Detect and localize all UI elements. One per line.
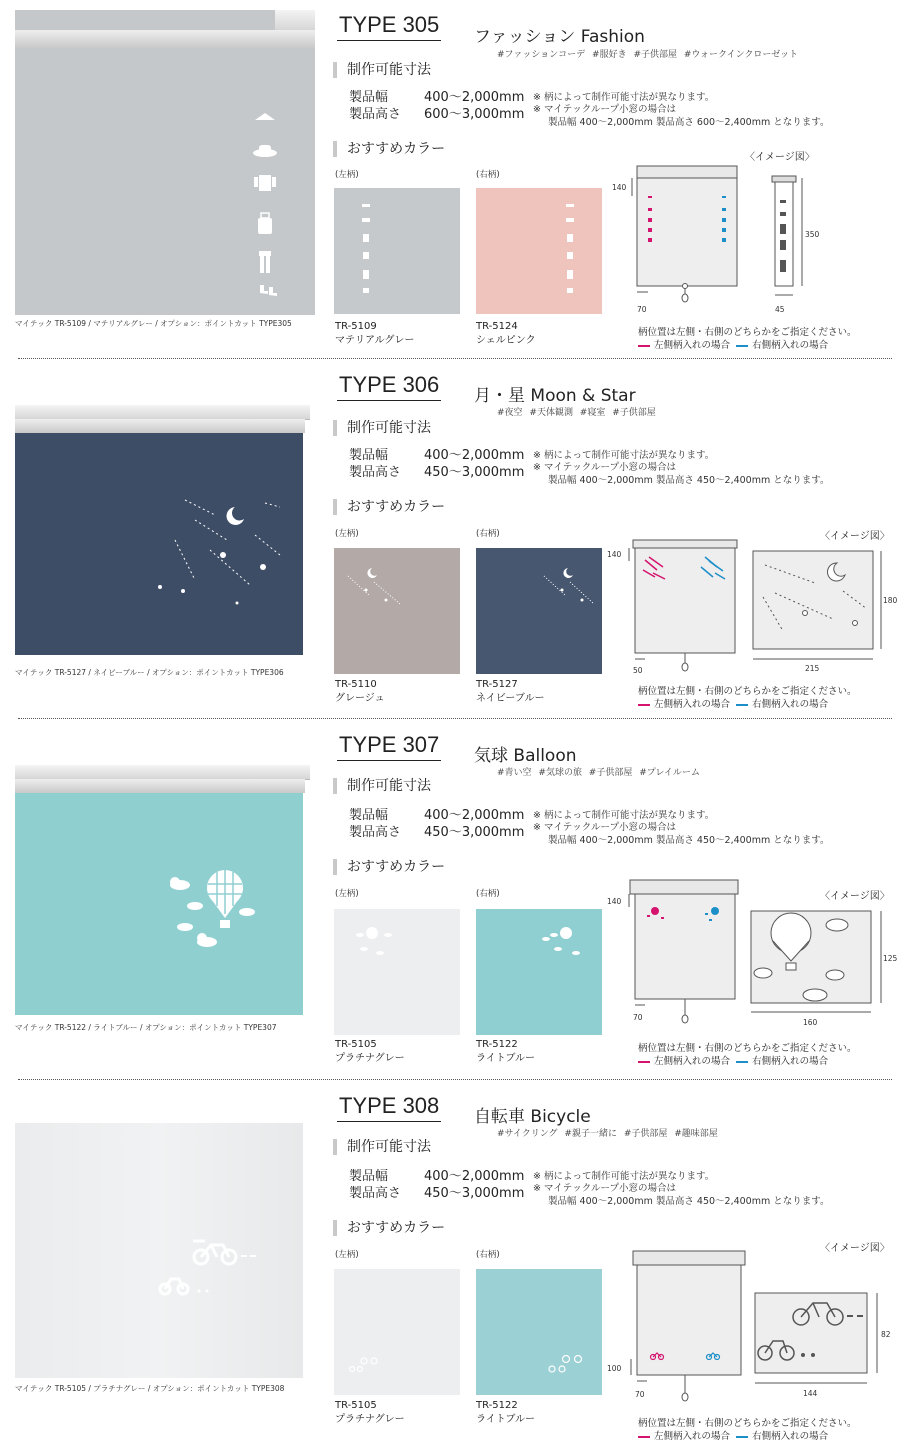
type-title: TYPE 307	[337, 732, 441, 761]
right-color-swatch	[476, 1269, 602, 1395]
blue-line-icon	[736, 345, 748, 347]
legend-left: 左側柄入れの場合	[654, 340, 731, 351]
right-pattern-label: (右柄)	[476, 889, 500, 899]
pink-line-icon	[638, 704, 650, 706]
color-code: TR-5127	[476, 679, 518, 690]
product-photo	[15, 10, 315, 315]
height-label: 製品高さ	[349, 107, 402, 122]
photo-caption: マイテック TR-5109 / マテリアルグレー / オプション：ポイントカット TYPE305	[15, 319, 292, 328]
dim-bottom: 50	[633, 666, 643, 675]
section-divider	[18, 1079, 892, 1080]
height-value: 450〜3,000mm	[424, 825, 525, 840]
width-label: 製品幅	[349, 448, 389, 463]
size-note-1: ※ 柄によって制作可能寸法が異なります。	[533, 450, 715, 461]
left-pattern-label: (左柄)	[335, 170, 359, 180]
color-code: TR-5122	[476, 1039, 518, 1050]
roller-rail	[275, 10, 315, 31]
color-code: TR-5105	[335, 1400, 377, 1411]
legend-right: 右側柄入れの場合	[752, 699, 829, 710]
color-name: グレージュ	[335, 693, 385, 704]
pattern-name: 気球 Balloon	[474, 746, 577, 766]
color-code: TR-5109	[335, 321, 377, 332]
blue-line-icon	[736, 704, 748, 706]
legend-left: 左側柄入れの場合	[654, 699, 731, 710]
size-note-3: 製品幅 400〜2,000mm 製品高さ 450〜2,400mm となります。	[548, 1196, 830, 1207]
dim-bottom: 70	[635, 1390, 645, 1399]
balloon-pattern-icon	[334, 909, 460, 1035]
dim-bottom: 70	[633, 1013, 643, 1022]
dim-b: 45	[775, 305, 785, 314]
dim-bottom: 70	[637, 305, 647, 314]
size-heading: 制作可能寸法	[333, 62, 431, 78]
position-note: 柄位置は左側・右側のどちらかをご指定ください。	[638, 686, 857, 697]
pattern-name: 月・星 Moon & Star	[474, 386, 636, 406]
blue-line-icon	[736, 1061, 748, 1063]
color-heading: おすすめカラー	[333, 141, 445, 157]
right-pattern-label: (右柄)	[476, 529, 500, 539]
dim-b: 144	[803, 1389, 818, 1398]
dim-a: 350	[805, 230, 820, 239]
height-value: 450〜3,000mm	[424, 1186, 525, 1201]
size-note-3: 製品幅 400〜2,000mm 製品高さ 600〜2,400mm となります。	[548, 117, 830, 128]
position-note: 柄位置は左側・右側のどちらかをご指定ください。	[638, 1043, 857, 1054]
right-color-swatch	[476, 188, 602, 314]
position-legend	[638, 696, 828, 710]
width-value: 400〜2,000mm	[424, 448, 525, 463]
dim-a: 125	[883, 954, 898, 963]
type-title: TYPE 308	[337, 1093, 441, 1122]
image-label: 〈イメージ図〉	[820, 1243, 890, 1254]
height-value: 600〜3,000mm	[424, 107, 525, 122]
size-note-1: ※ 柄によって制作可能寸法が異なります。	[533, 810, 715, 821]
dimension-diagram	[610, 160, 840, 320]
moon-star-pattern-icon	[476, 548, 602, 674]
left-color-code	[335, 320, 414, 348]
dim-b: 215	[805, 664, 820, 673]
position-legend	[638, 337, 828, 351]
size-note-2: ※ マイテックループ小窓の場合は	[533, 104, 677, 115]
color-name: マテリアルグレー	[335, 335, 415, 346]
dim-top: 140	[607, 897, 622, 906]
width-value: 400〜2,000mm	[424, 1169, 525, 1184]
left-pattern-label: (左柄)	[335, 889, 359, 899]
size-heading: 制作可能寸法	[333, 420, 431, 436]
photo-caption: マイテック TR-5105 / プラチナグレー / オプション：ポイントカット TYPE308	[15, 1384, 285, 1393]
section-divider	[18, 718, 892, 719]
width-value: 400〜2,000mm	[424, 808, 525, 823]
left-pattern-label: (左柄)	[335, 529, 359, 539]
right-color-code	[476, 1038, 535, 1066]
right-color-swatch	[476, 909, 602, 1035]
height-label: 製品高さ	[349, 825, 402, 840]
roller-tube	[15, 779, 305, 793]
type-306-section	[0, 360, 900, 720]
size-heading: 制作可能寸法	[333, 778, 431, 794]
size-note-3: 製品幅 400〜2,000mm 製品高さ 450〜2,400mm となります。	[548, 835, 830, 846]
position-legend	[638, 1428, 828, 1442]
dim-a: 82	[881, 1330, 891, 1339]
height-label: 製品高さ	[349, 1186, 402, 1201]
pink-line-icon	[638, 1436, 650, 1438]
hashtags: #サイクリング #親子一緒に #子供部屋 #趣味部屋	[497, 1129, 718, 1139]
legend-right: 右側柄入れの場合	[752, 1056, 829, 1067]
pattern-name: ファッション Fashion	[474, 27, 645, 47]
color-heading: おすすめカラー	[333, 859, 445, 875]
right-color-swatch	[476, 548, 602, 674]
bicycle-pattern-icon	[476, 1269, 602, 1395]
color-name: ライトブルー	[476, 1414, 535, 1425]
size-note-3: 製品幅 400〜2,000mm 製品高さ 450〜2,400mm となります。	[548, 475, 830, 486]
position-legend	[638, 1053, 828, 1067]
dimension-diagram	[605, 875, 900, 1040]
product-photo	[15, 1123, 315, 1378]
right-color-code	[476, 1399, 535, 1427]
product-photo	[15, 405, 315, 655]
legend-right: 右側柄入れの場合	[752, 340, 829, 351]
hashtags: #ファッションコーデ #服好き #子供部屋 #ウォークインクローゼット	[497, 50, 799, 60]
color-name: ネイビーブルー	[476, 693, 545, 704]
pink-line-icon	[638, 345, 650, 347]
color-name: プラチナグレー	[335, 1414, 405, 1425]
size-note-2: ※ マイテックループ小窓の場合は	[533, 822, 677, 833]
legend-left: 左側柄入れの場合	[654, 1431, 731, 1442]
legend-right: 右側柄入れの場合	[752, 1431, 829, 1442]
dimension-diagram	[605, 535, 900, 685]
dim-a: 180	[883, 596, 898, 605]
color-name: プラチナグレー	[335, 1053, 405, 1064]
image-label: 〈イメージ図〉	[820, 891, 890, 902]
dim-top: 100	[607, 1364, 622, 1373]
photo-caption: マイテック TR-5122 / ライトブルー / オプション：ポイントカット TYPE307	[15, 1023, 277, 1032]
pink-line-icon	[638, 1061, 650, 1063]
moon-star-pattern-icon	[155, 495, 295, 605]
product-photo	[15, 765, 315, 1015]
right-color-code	[476, 320, 536, 348]
width-value: 400〜2,000mm	[424, 90, 525, 105]
dim-top: 140	[607, 550, 622, 559]
position-note: 柄位置は左側・右側のどちらかをご指定ください。	[638, 1418, 857, 1429]
pattern-name: 自転車 Bicycle	[474, 1107, 591, 1127]
color-code: TR-5105	[335, 1039, 377, 1050]
size-note-2: ※ マイテックループ小窓の場合は	[533, 1183, 677, 1194]
bicycle-pattern-icon	[153, 1233, 263, 1303]
fashion-pattern-icon	[334, 188, 460, 314]
size-heading: 制作可能寸法	[333, 1139, 431, 1155]
color-name: シェルピンク	[476, 335, 536, 346]
blue-line-icon	[736, 1436, 748, 1438]
hashtags: #青い空 #気球の旅 #子供部屋 #プレイルーム	[497, 768, 700, 778]
right-pattern-label: (右柄)	[476, 170, 500, 180]
color-heading: おすすめカラー	[333, 499, 445, 515]
dim-top: 140	[612, 183, 627, 192]
roller-rail	[15, 405, 310, 420]
color-code: TR-5110	[335, 679, 377, 690]
roller-tube	[15, 419, 305, 433]
width-label: 製品幅	[349, 1169, 389, 1184]
moon-star-pattern-icon	[334, 548, 460, 674]
roller-rail	[15, 765, 310, 780]
width-label: 製品幅	[349, 90, 389, 105]
left-color-code	[335, 1399, 405, 1427]
section-divider	[18, 358, 892, 359]
height-value: 450〜3,000mm	[424, 465, 525, 480]
photo-caption: マイテック TR-5127 / ネイビーブルー / オプション：ポイントカット TYPE306	[15, 668, 284, 677]
image-label: 〈イメージ図〉	[745, 152, 815, 163]
fashion-pattern-icon	[235, 105, 305, 305]
left-color-code	[335, 1038, 405, 1066]
type-305-section	[0, 0, 900, 360]
fashion-pattern-icon	[476, 188, 602, 314]
legend-left: 左側柄入れの場合	[654, 1056, 731, 1067]
color-code: TR-5122	[476, 1400, 518, 1411]
dimension-diagram	[605, 1249, 900, 1409]
type-307-section	[0, 720, 900, 1080]
type-title: TYPE 305	[337, 12, 441, 41]
color-heading: おすすめカラー	[333, 1220, 445, 1236]
image-label: 〈イメージ図〉	[820, 531, 890, 542]
type-title: TYPE 306	[337, 372, 441, 401]
size-note-2: ※ マイテックループ小窓の場合は	[533, 462, 677, 473]
left-color-code	[335, 678, 385, 706]
width-label: 製品幅	[349, 808, 389, 823]
dim-b: 160	[803, 1018, 818, 1027]
size-note-1: ※ 柄によって制作可能寸法が異なります。	[533, 1171, 715, 1182]
roller-tube	[15, 30, 315, 48]
height-label: 製品高さ	[349, 465, 402, 480]
balloon-pattern-icon	[155, 870, 265, 960]
right-pattern-label: (右柄)	[476, 1250, 500, 1260]
size-note-1: ※ 柄によって制作可能寸法が異なります。	[533, 92, 715, 103]
bicycle-pattern-icon	[334, 1269, 460, 1395]
left-color-swatch	[334, 188, 460, 314]
left-color-swatch	[334, 1269, 460, 1395]
left-color-swatch	[334, 548, 460, 674]
hashtags: #夜空 #天体観測 #寝室 #子供部屋	[497, 408, 656, 418]
balloon-pattern-icon	[476, 909, 602, 1035]
right-color-code	[476, 678, 545, 706]
color-name: ライトブルー	[476, 1053, 535, 1064]
color-code: TR-5124	[476, 321, 518, 332]
left-color-swatch	[334, 909, 460, 1035]
type-308-section	[0, 1081, 900, 1441]
left-pattern-label: (左柄)	[335, 1250, 359, 1260]
position-note: 柄位置は左側・右側のどちらかをご指定ください。	[638, 327, 857, 338]
